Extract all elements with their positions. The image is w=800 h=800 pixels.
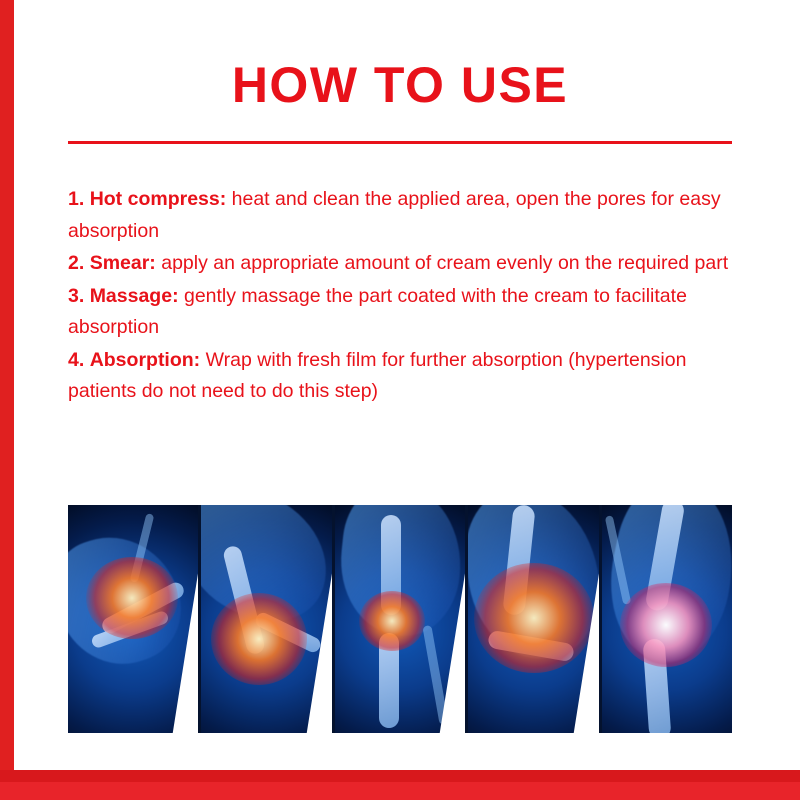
step-number: 4.	[68, 348, 85, 371]
pain-glow	[86, 557, 178, 639]
step-number: 2.	[68, 252, 85, 275]
image-panel-knee-glow	[602, 505, 732, 733]
list-item	[68, 281, 732, 344]
list-item	[68, 345, 732, 408]
vein-shape	[422, 625, 448, 725]
list-item	[68, 248, 732, 280]
right-edge-bar	[786, 0, 800, 800]
image-panel-elbow	[201, 505, 331, 733]
step-number: 3.	[68, 284, 85, 307]
step-label: Absorption:	[89, 348, 201, 371]
page-title: HOW TO USE	[231, 57, 569, 113]
step-number: 1.	[68, 188, 85, 210]
step-label: Hot compress:	[89, 188, 227, 210]
step-text: Wrap with fresh film for further absorption (hypertension patients do not need to do this step)	[68, 348, 687, 403]
step-label: Massage:	[89, 284, 179, 307]
step-text: apply an appropriate amount of cream evenly on the required part	[161, 252, 729, 275]
bottom-band	[0, 770, 800, 800]
image-panel-wrist	[68, 505, 198, 733]
content-area	[68, 0, 732, 409]
list-item	[68, 184, 732, 247]
image-panel-knee	[335, 505, 465, 733]
title-divider	[68, 141, 732, 144]
left-edge-bar	[0, 0, 14, 800]
image-strip	[68, 505, 732, 733]
steps-list	[68, 184, 732, 408]
pain-glow	[211, 593, 307, 685]
pain-glow	[620, 583, 712, 667]
image-panel-ankle	[468, 505, 598, 733]
step-label: Smear:	[89, 252, 156, 275]
bottom-band-inner	[0, 782, 800, 800]
pain-glow	[474, 563, 594, 673]
step-text: heat and clean the applied area, open the pores for easy absorption	[68, 188, 721, 242]
step-text: gently massage the part coated with the cream to facilitate absorption	[68, 284, 687, 339]
pain-glow	[359, 591, 425, 651]
